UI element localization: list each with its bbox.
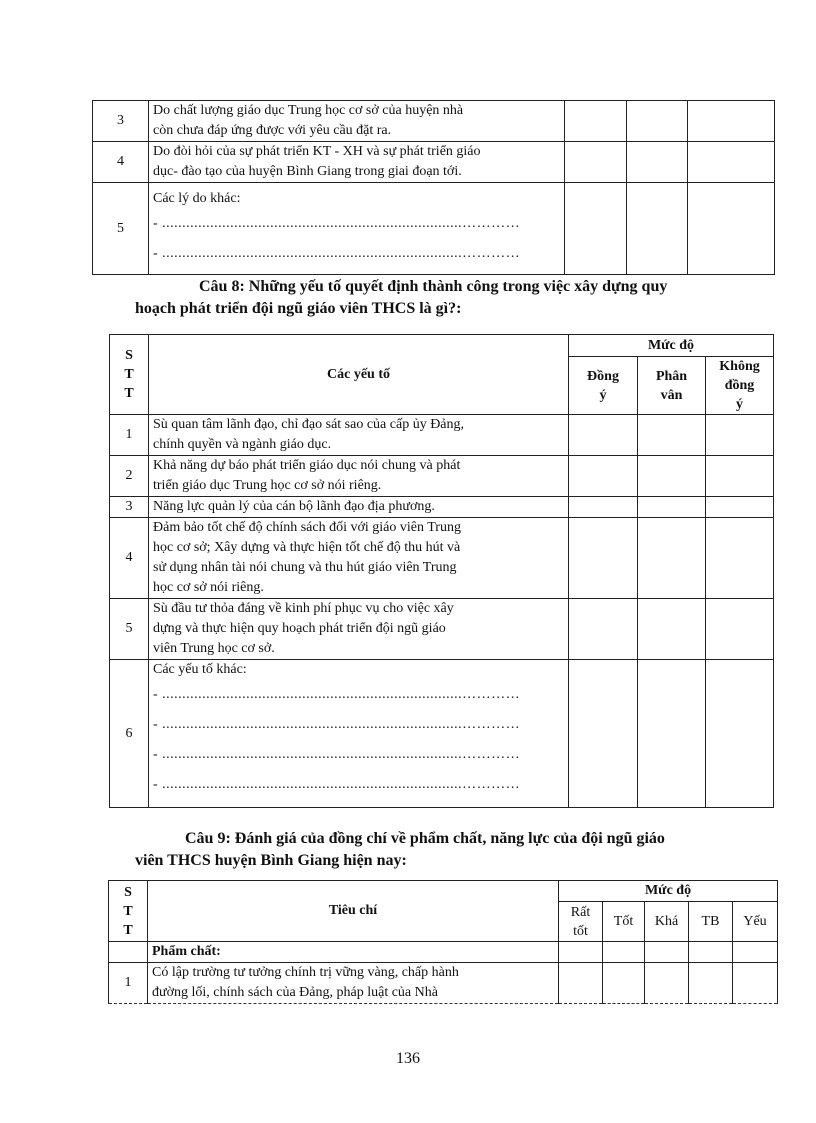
- fill-in-line[interactable]: - ...........................................................................…………: [153, 747, 521, 762]
- row-stt: 6: [110, 660, 149, 808]
- row-text: Các lý do khác: - ...........................................................................………… - ...........................................................................…………: [149, 183, 565, 275]
- table-header-row: [109, 881, 778, 902]
- header-disagree: Không đồng ý: [706, 357, 774, 415]
- row-text: Do đòi hỏi của sự phát triển KT - XH và sự phát triển giáo dục- đào tạo của huyện Bình Giang trong giai đoạn tới.: [149, 142, 565, 183]
- answer-cell[interactable]: [638, 497, 706, 518]
- table-row: [109, 963, 778, 1004]
- answer-cell[interactable]: [706, 518, 774, 599]
- row-text: Do chất lượng giáo dục Trung học cơ sở của huyện nhà còn chưa đáp ứng được với yêu cầu đặt ra.: [149, 101, 565, 142]
- row-text: Có lập trường tư tưởng chính trị vững vàng, chấp hành đường lối, chính sách của Đảng, pháp luật của Nhà: [148, 963, 559, 1004]
- answer-cell[interactable]: [645, 963, 689, 1004]
- answer-cell[interactable]: [638, 599, 706, 660]
- row-stt: 5: [93, 183, 149, 275]
- question-8-heading: Câu 8: Những yếu tố quyết định thành công trong việc xây dựng quy hoạch phát triển đội ngũ giáo viên THCS là gì?:: [135, 278, 668, 317]
- question-label: Câu 9: [185, 830, 226, 847]
- table-row: [93, 183, 775, 275]
- answer-cell[interactable]: [603, 963, 645, 1004]
- table-row: [93, 142, 775, 183]
- page-number: 136: [396, 1050, 420, 1067]
- answer-cell[interactable]: [638, 518, 706, 599]
- fill-in-line[interactable]: - ...........................................................................…………: [153, 777, 521, 792]
- header-fair: Khá: [645, 902, 689, 942]
- header-neutral: Phân vân: [638, 357, 706, 415]
- section-row: [109, 942, 778, 963]
- answer-cell[interactable]: [569, 599, 638, 660]
- header-level: Mức độ: [559, 881, 778, 902]
- table-row: [110, 497, 774, 518]
- answer-cell[interactable]: [627, 142, 688, 183]
- table-reasons-continued: [92, 100, 775, 275]
- answer-cell[interactable]: [706, 660, 774, 808]
- table-question-9: [108, 880, 778, 1004]
- header-average: TB: [689, 902, 733, 942]
- row-stt: 3: [93, 101, 149, 142]
- row-stt: 2: [110, 456, 149, 497]
- table-header-row: [110, 335, 774, 357]
- answer-cell[interactable]: [569, 456, 638, 497]
- answer-cell[interactable]: [569, 415, 638, 456]
- row-text: Khả năng dự báo phát triển giáo dục nói chung và phát triển giáo dục Trung học cơ sở nói riêng.: [149, 456, 569, 497]
- table-row: [110, 456, 774, 497]
- header-stt: S T T: [110, 335, 149, 415]
- row-stt: 3: [110, 497, 149, 518]
- header-level: Mức độ: [569, 335, 774, 357]
- row-stt: 1: [109, 963, 148, 1004]
- header-stt: S T T: [109, 881, 148, 942]
- table-row: [93, 101, 775, 142]
- fill-in-line[interactable]: - ...........................................................................…………: [153, 687, 521, 702]
- answer-cell[interactable]: [733, 963, 778, 1004]
- answer-cell[interactable]: [627, 101, 688, 142]
- answer-cell[interactable]: [706, 599, 774, 660]
- fill-in-line[interactable]: - ...........................................................................…………: [153, 215, 521, 231]
- fill-in-line[interactable]: - ...........................................................................…………: [153, 245, 521, 261]
- answer-cell[interactable]: [569, 518, 638, 599]
- question-label: Câu 8: [199, 278, 240, 295]
- table-row: [110, 415, 774, 456]
- table-row: [110, 518, 774, 599]
- header-good: Tốt: [603, 902, 645, 942]
- answer-cell[interactable]: [569, 660, 638, 808]
- fill-in-line[interactable]: - ...........................................................................…………: [153, 717, 521, 732]
- row-stt: 4: [93, 142, 149, 183]
- question-9-heading: Câu 9: Đánh giá của đồng chí về phẩm chất, năng lực của đội ngũ giáo viên THCS huyện Bình Giang hiện nay:: [135, 830, 665, 869]
- row-stt: 1: [110, 415, 149, 456]
- row-text: Các yếu tố khác: - ...........................................................................………… - ...........................................................................………… - ...........................................................................………… - ...........................................................................…………: [149, 660, 569, 808]
- answer-cell[interactable]: [688, 183, 775, 275]
- row-text: Sù đầu tư thỏa đáng về kinh phí phục vụ cho việc xây dựng và thực hiện quy hoạch phát triển đội ngũ giáo viên Trung học cơ sở.: [149, 599, 569, 660]
- answer-cell[interactable]: [627, 183, 688, 275]
- header-very-good: Rất tốt: [559, 902, 603, 942]
- answer-cell[interactable]: [689, 963, 733, 1004]
- answer-cell[interactable]: [565, 101, 627, 142]
- answer-cell[interactable]: [569, 497, 638, 518]
- row-text: Sù quan tâm lãnh đạo, chỉ đạo sát sao của cấp ủy Đảng, chính quyền và ngành giáo dục.: [149, 415, 569, 456]
- answer-cell[interactable]: [638, 660, 706, 808]
- header-criteria: Tiêu chí: [148, 881, 559, 942]
- answer-cell[interactable]: [706, 497, 774, 518]
- row-stt: 4: [110, 518, 149, 599]
- header-agree: Đồng ý: [569, 357, 638, 415]
- answer-cell[interactable]: [565, 142, 627, 183]
- answer-cell[interactable]: [638, 415, 706, 456]
- section-label: Phẩm chất:: [148, 942, 559, 963]
- answer-cell[interactable]: [706, 415, 774, 456]
- answer-cell[interactable]: [559, 963, 603, 1004]
- table-row: [110, 660, 774, 808]
- row-text: Đảm bảo tốt chế độ chính sách đối với giáo viên Trung học cơ sở; Xây dựng và thực hiện tốt chế độ thu hút và sử dụng nhân tài nói chung và thu hút giáo viên Trung học cơ sở nói riêng.: [149, 518, 569, 599]
- header-factor: Các yếu tố: [149, 335, 569, 415]
- answer-cell[interactable]: [688, 101, 775, 142]
- answer-cell[interactable]: [638, 456, 706, 497]
- answer-cell[interactable]: [706, 456, 774, 497]
- header-weak: Yếu: [733, 902, 778, 942]
- answer-cell[interactable]: [688, 142, 775, 183]
- answer-cell[interactable]: [565, 183, 627, 275]
- row-stt: 5: [110, 599, 149, 660]
- row-text: Năng lực quản lý của cán bộ lãnh đạo địa phương.: [149, 497, 569, 518]
- table-row: [110, 599, 774, 660]
- table-question-8: [109, 334, 774, 808]
